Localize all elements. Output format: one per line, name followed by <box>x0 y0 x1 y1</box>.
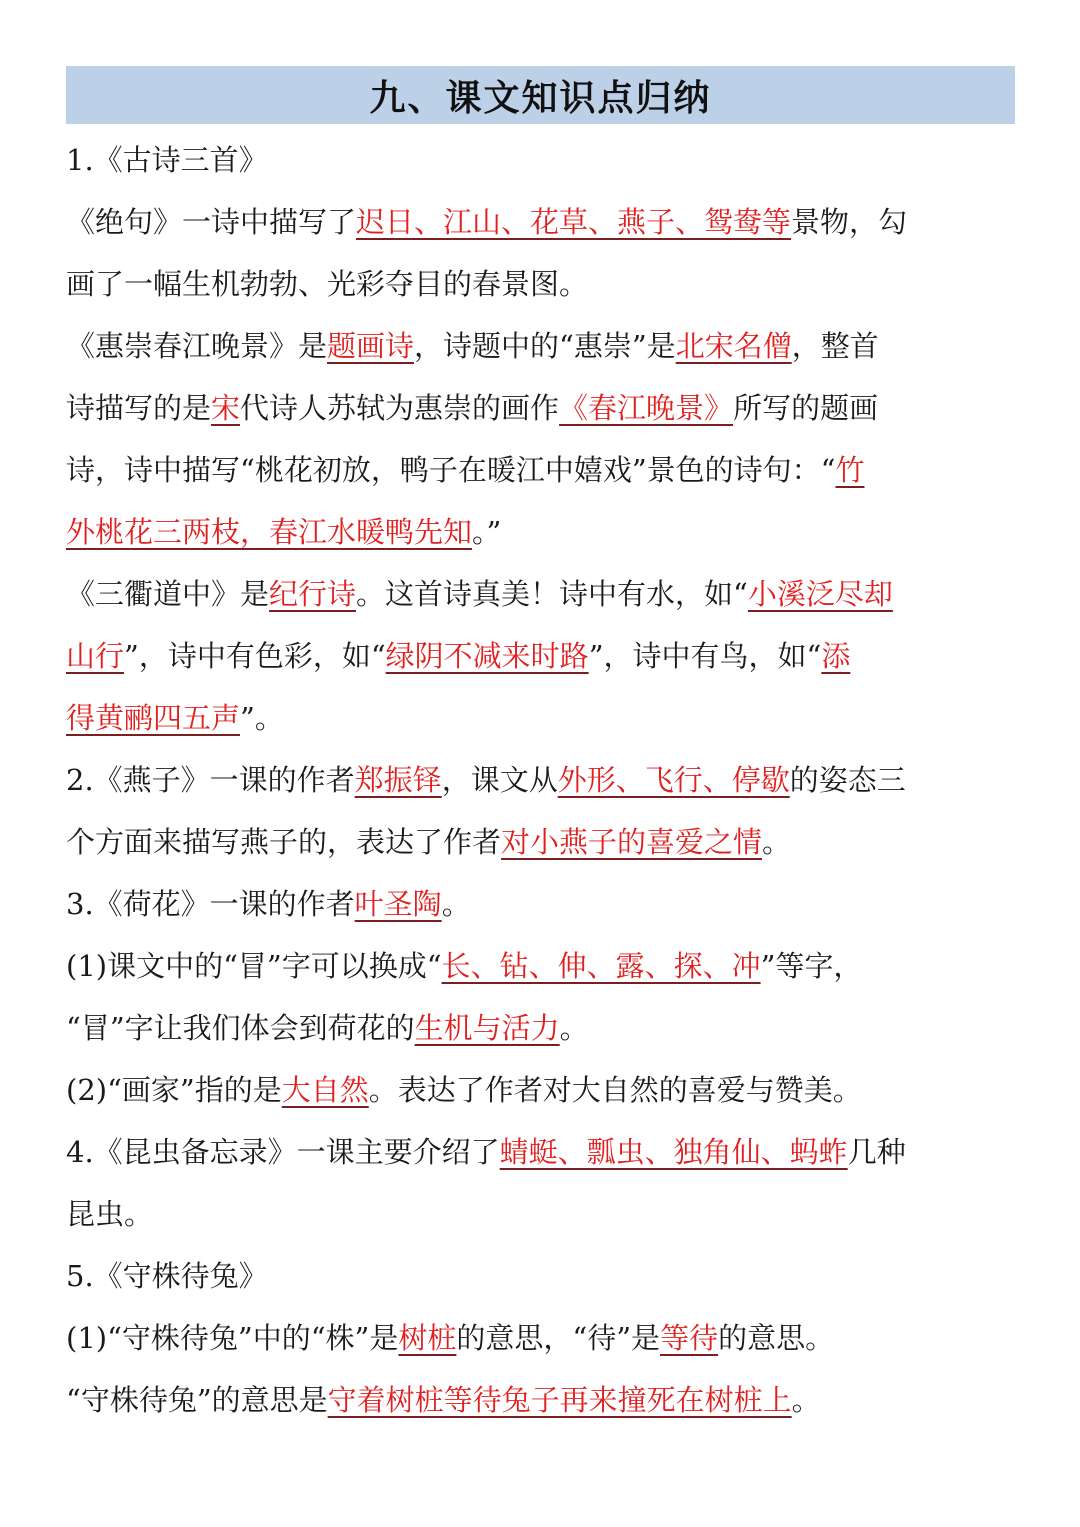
text-line <box>66 1121 1016 1183</box>
text-segment: (2)“画家”指的是 <box>66 1073 282 1107</box>
answer-highlight: 山行 <box>66 639 125 673</box>
text-segment: ”等字， <box>760 949 863 983</box>
text-segment: 4.《昆虫备忘录》一课主要介绍了 <box>66 1135 500 1169</box>
text-segment: 。 <box>441 887 471 921</box>
answer-highlight: 宋 <box>211 391 241 425</box>
text-line <box>66 1059 1016 1121</box>
text-line <box>66 1369 1016 1431</box>
text-segment: 《绝句》一诗中描写了 <box>66 205 357 239</box>
text-segment: 所写的题画 <box>733 391 879 425</box>
answer-highlight: 生机与活力 <box>414 1011 560 1045</box>
text-line <box>66 501 1016 563</box>
answer-highlight: 绿阴不减来时路 <box>385 639 589 673</box>
text-segment: 景物，勾 <box>791 205 908 239</box>
answer-highlight: 蜻蜓、瓢虫、独角仙、蚂蚱 <box>499 1135 848 1169</box>
answer-highlight: 等待 <box>660 1321 719 1355</box>
text-segment: 。这首诗真美！诗中有水，如“ <box>356 577 748 611</box>
answer-highlight: 外形、飞行、停歇 <box>557 763 790 797</box>
answer-highlight: 大自然 <box>281 1073 369 1107</box>
text-segment: ”，诗中有色彩，如“ <box>124 639 386 673</box>
text-line <box>66 191 1016 253</box>
text-segment: 《三衢道中》是 <box>66 577 270 611</box>
answer-highlight: 题画诗 <box>327 329 415 363</box>
answer-highlight: 纪行诗 <box>269 577 357 611</box>
text-segment: 画了一幅生机勃勃、光彩夺目的春景图。 <box>66 267 589 301</box>
text-line <box>66 563 1016 625</box>
text-segment: 诗描写的是 <box>66 391 212 425</box>
answer-highlight: 外桃花三两枝，春江水暖鸭先知 <box>66 515 473 549</box>
answer-highlight: 对小燕子的喜爱之情 <box>501 825 763 859</box>
text-line <box>66 811 1016 873</box>
text-segment: 1.《古诗三首》 <box>66 143 268 177</box>
text-segment: 。” <box>472 515 502 549</box>
text-segment: ，整首 <box>791 329 879 363</box>
answer-highlight: 迟日、江山、花草、燕子、鸳鸯等 <box>356 205 792 239</box>
answer-highlight: 守着树桩等待兔子再来撞死在树桩上 <box>327 1383 792 1417</box>
text-segment: ，课文从 <box>441 763 558 797</box>
text-segment: 。 <box>559 1011 589 1045</box>
text-segment: 个方面来描写燕子的，表达了作者 <box>66 825 502 859</box>
text-segment: 的姿态三 <box>789 763 906 797</box>
text-segment: 昆虫。 <box>66 1197 154 1231</box>
answer-highlight: 竹 <box>835 453 865 487</box>
text-segment: (1)课文中的“冒”字可以换成“ <box>66 949 442 983</box>
text-segment: (1)“守株待兔”中的“株”是 <box>66 1321 399 1355</box>
text-line <box>66 1307 1016 1369</box>
text-line <box>66 1183 1016 1245</box>
answer-highlight: 叶圣陶 <box>354 887 442 921</box>
text-segment: “守株待兔”的意思是 <box>66 1383 328 1417</box>
notes-content <box>66 129 1016 1431</box>
text-segment: 。 <box>762 825 792 859</box>
text-segment: 3.《荷花》一课的作者 <box>66 887 355 921</box>
text-line <box>66 935 1016 997</box>
text-line <box>66 439 1016 501</box>
text-segment: 。 <box>791 1383 821 1417</box>
answer-highlight: 长、钻、伸、露、探、冲 <box>441 949 761 983</box>
text-segment: ”，诗中有鸟，如“ <box>588 639 822 673</box>
text-line <box>66 129 1016 191</box>
text-line <box>66 1245 1016 1307</box>
text-segment: 的意思，“待”是 <box>456 1321 661 1355</box>
text-segment: 的意思。 <box>718 1321 835 1355</box>
answer-highlight: 添 <box>821 639 851 673</box>
section-title: 九、课文知识点归纳 <box>66 66 1015 124</box>
text-segment: “冒”字让我们体会到荷花的 <box>66 1011 415 1045</box>
text-line <box>66 253 1016 315</box>
text-segment: 5.《守株待兔》 <box>66 1259 268 1293</box>
answer-highlight: 树桩 <box>398 1321 457 1355</box>
text-line <box>66 377 1016 439</box>
text-line <box>66 625 1016 687</box>
text-segment: 2.《燕子》一课的作者 <box>66 763 355 797</box>
text-line <box>66 315 1016 377</box>
text-segment: 几种 <box>847 1135 906 1169</box>
answer-highlight: 北宋名僧 <box>675 329 792 363</box>
text-segment: 。表达了作者对大自然的喜爱与赞美。 <box>368 1073 862 1107</box>
text-line <box>66 997 1016 1059</box>
answer-highlight: 《春江晚景》 <box>559 391 734 425</box>
text-line <box>66 873 1016 935</box>
text-segment: 诗，诗中描写“桃花初放，鸭子在暖江中嬉戏”景色的诗句：“ <box>66 453 836 487</box>
text-segment: 代诗人苏轼为惠崇的画作 <box>240 391 560 425</box>
text-line <box>66 749 1016 811</box>
text-line <box>66 687 1016 749</box>
answer-highlight: 小溪泛尽却 <box>747 577 893 611</box>
text-segment: ，诗题中的“惠崇”是 <box>414 329 676 363</box>
text-segment: ”。 <box>240 701 284 735</box>
answer-highlight: 郑振铎 <box>354 763 442 797</box>
answer-highlight: 得黄鹂四五声 <box>66 701 241 735</box>
text-segment: 《惠崇春江晚景》是 <box>66 329 328 363</box>
